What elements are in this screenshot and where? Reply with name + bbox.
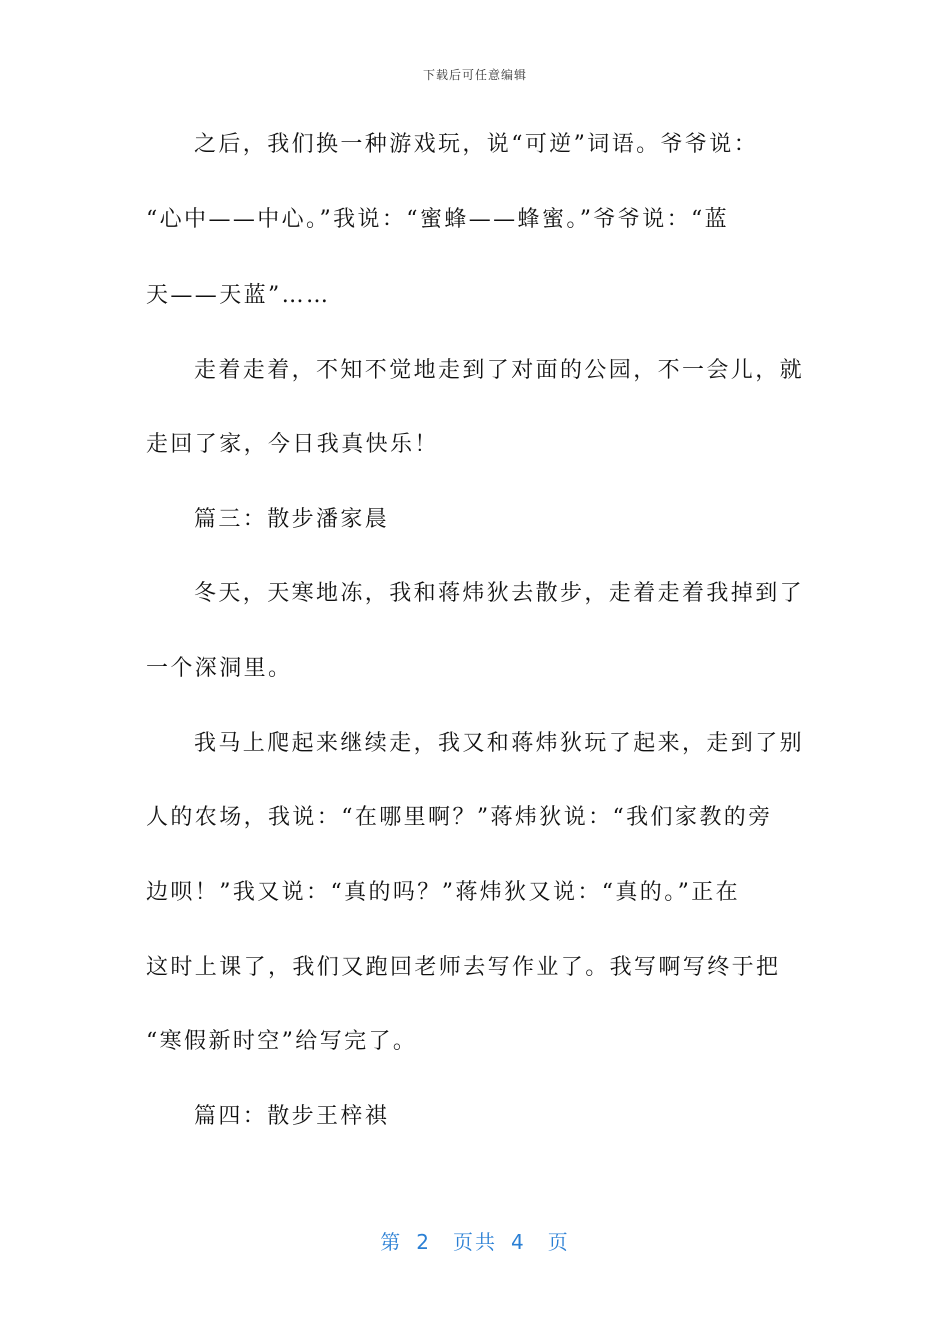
- paragraph-line: 人的农场，我说：“在哪里啊？”蒋炜狄说：“我们家教的旁: [146, 805, 773, 830]
- page-footer: [0, 1226, 950, 1255]
- paragraph-line: 一个深洞里。: [146, 656, 293, 681]
- paragraph-line: 这时上课了，我们又跑回老师去写作业了。我写啊写终于把: [146, 955, 781, 980]
- page-header: 下载后可任意编辑: [422, 68, 527, 82]
- paragraph-line: 之后，我们换一种游戏玩，说“可逆”词语。爷爷说：: [194, 132, 759, 157]
- paragraph-line: 走着走着，不知不觉地走到了对面的公园，不一会儿，就: [194, 358, 805, 383]
- footer-prefix: 第: [380, 1230, 403, 1254]
- paragraph-line: 天——天蓝”……: [146, 283, 331, 308]
- footer-total-pages: 4: [511, 1230, 526, 1254]
- paragraph-line: 边呗！”我又说：“真的吗？”蒋炜狄又说：“真的。”正在: [146, 880, 741, 905]
- paragraph-line: 我马上爬起来继续走，我又和蒋炜狄玩了起来，走到了别: [194, 731, 805, 756]
- section-heading: 篇四：散步王梓祺: [194, 1104, 390, 1129]
- paragraph-line: 冬天，天寒地冻，我和蒋炜狄去散步，走着走着我掉到了: [194, 581, 805, 606]
- paragraph-line: “寒假新时空”给写完了。: [146, 1029, 418, 1054]
- section-heading: 篇三：散步潘家晨: [194, 507, 390, 532]
- paragraph-line: 走回了家，今日我真快乐！: [146, 432, 439, 457]
- footer-page-number: 2: [416, 1230, 431, 1254]
- footer-suffix: 页: [547, 1230, 570, 1254]
- footer-middle: 页共: [453, 1230, 497, 1254]
- paragraph-line: “心中——中心。”我说：“蜜蜂——蜂蜜。”爷爷说：“蓝: [146, 207, 730, 232]
